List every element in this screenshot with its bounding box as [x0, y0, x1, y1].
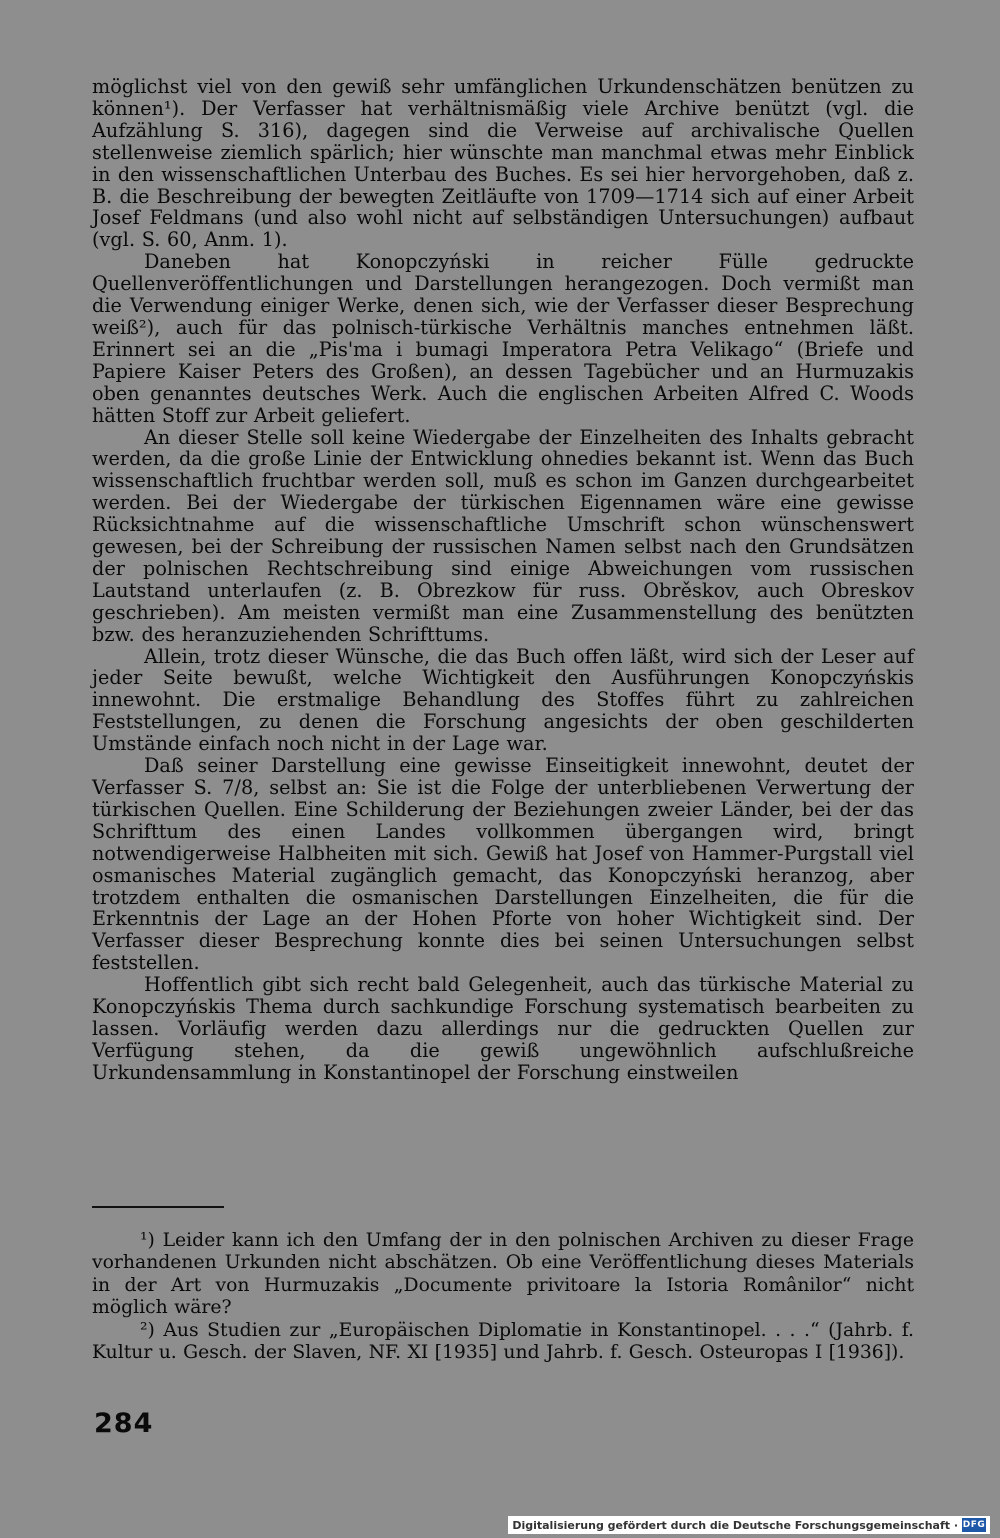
dfg-logo-icon: DFG — [962, 1520, 986, 1530]
paragraph-3: An dieser Stelle soll keine Wiedergabe der Einzelheiten des Inhalts gebracht werden, da die große Linie der Entwicklung ohnedies bekannt ist. Wenn das Buch wissenschaftlich fruchtbar werden soll, muß es schon im Ganzen durchgearbeitet werden. Bei der Wiedergabe der türkischen Eigennamen wäre eine gewisse Rücksichtnahme auf die wissenschaftliche Umschrift schon wünschenswert gewesen, bei der Schreibung der russischen Namen selbst nach den Grundsätzen der polnischen Rechtschreibung sind einige Abweichungen vom russischen Lautstand unterlaufen (z. B. Obrezkow für russ. Obrěskov, auch Obreskov geschrieben). Am meisten vermißt man eine Zusammenstellung des benützten bzw. des heranzuziehenden Schrifttums. — [92, 425, 914, 646]
footnotes — [92, 1230, 914, 1364]
body-text — [92, 76, 914, 1084]
footnote-2: ²) Aus Studien zur „Europäischen Diplomatie in Konstantinopel. . . .“ (Jahrb. f. Kultur u. Gesch. der Slaven, NF. XI [1935] und Jahrb. f. Gesch. Osteuropas I [1936]). — [92, 1319, 914, 1364]
paragraph-4: Allein, trotz dieser Wünsche, die das Buch offen läßt, wird sich der Leser auf jeder Seite bewußt, welche Wichtigkeit den Ausführungen Konopczyńskis innewohnt. Die erstmalige Behandlung des Stoffes führt zu zahlreichen Feststellungen, zu denen die Forschung angesichts der oben geschilderten Umstände einfach noch nicht in der Lage war. — [92, 644, 914, 756]
paragraph-6: Hoffentlich gibt sich recht bald Gelegenheit, auch das türkische Material zu Konopczyńskis Thema durch sachkundige Forschung systematisch bearbeiten zu lassen. Vorläufig werden dazu allerdings nur die gedruckten Quellen zur Verfügung stehen, da die gewiß ungewöhnlich aufschlußreiche Urkundensammlung in Konstantinopel der Forschung einstweilen — [92, 973, 914, 1084]
paragraph-1: möglichst viel von den gewiß sehr umfänglichen Urkundenschätzen benützen zu können¹). Der Verfasser hat verhältnismäßig viele Archive benützt (vgl. die Aufzählung S. 316), dagegen sind die Verweise auf archivalische Quellen stellenweise ziemlich spärlich; hier wünschte man manchmal etwas mehr Einblick in den wissenschaftlichen Unterbau des Buches. Es sei hier hervorgehoben, daß z. B. die Beschreibung der bewegten Zeitläufte von 1709—1714 sich auf einer Arbeit Josef Feldmans (und also wohl nicht auf selbständigen Untersuchungen) aufbaut (vgl. S. 60, Anm. 1). — [92, 75, 914, 252]
paragraph-5: Daß seiner Darstellung eine gewisse Einseitigkeit innewohnt, deutet der Verfasser S. 7/8, selbst an: Sie ist die Folge der unterbliebenen Verwertung der türkischen Quellen. Eine Schilderung der Beziehungen zweier Länder, bei der das Schrifttum des einen Landes vollkommen übergangen wird, bringt notwendigerweise Halbheiten mit sich. Gewiß hat Josef von Hammer-Purgstall viel osmanisches Material zugänglich gemacht, das Konopczyński heranzog, aber trotzdem enthalten die osmanischen Darstellungen Einzelheiten, die für die Erkenntnis der Lage an der Hohen Pforte von hoher Wichtigkeit sind. Der Verfasser dieser Besprechung konnte dies bei seinen Untersuchungen selbst feststellen. — [92, 754, 914, 975]
footnote-1: ¹) Leider kann ich den Umfang der in den polnischen Archiven zu dieser Frage vorhandenen Urkunden nicht abschätzen. Ob eine Veröffentlichung dieses Materials in der Art von Hurmuzakis „Documente privitoare la Istoria Românilor“ nicht möglich wäre? — [92, 1230, 914, 1319]
digitization-footer — [508, 1516, 990, 1534]
page-number: 284 — [94, 1408, 154, 1439]
footnote-divider — [92, 1206, 224, 1208]
footer-credit-text: Digitalisierung gefördert durch die Deutsche Forschungsgemeinschaft · — [512, 1518, 958, 1532]
paragraph-2: Daneben hat Konopczyński in reicher Fülle gedruckte Quellenveröffentlichungen und Darstellungen herangezogen. Doch vermißt man die Verwendung einiger Werke, denen sich, wie der Verfasser dieser Besprechung weiß²), auch für das polnisch-türkische Verhältnis manches entnehmen läßt. Erinnert sei an die „Pis'ma i bumagi Imperatora Petra Velikago“ (Briefe und Papiere Kaiser Peters des Großen), an dessen Tagebücher und an Hurmuzakis oben genanntes deutsches Werk. Auch die englischen Arbeiten Alfred C. Woods hätten Stoff zur Arbeit geliefert. — [92, 250, 914, 427]
